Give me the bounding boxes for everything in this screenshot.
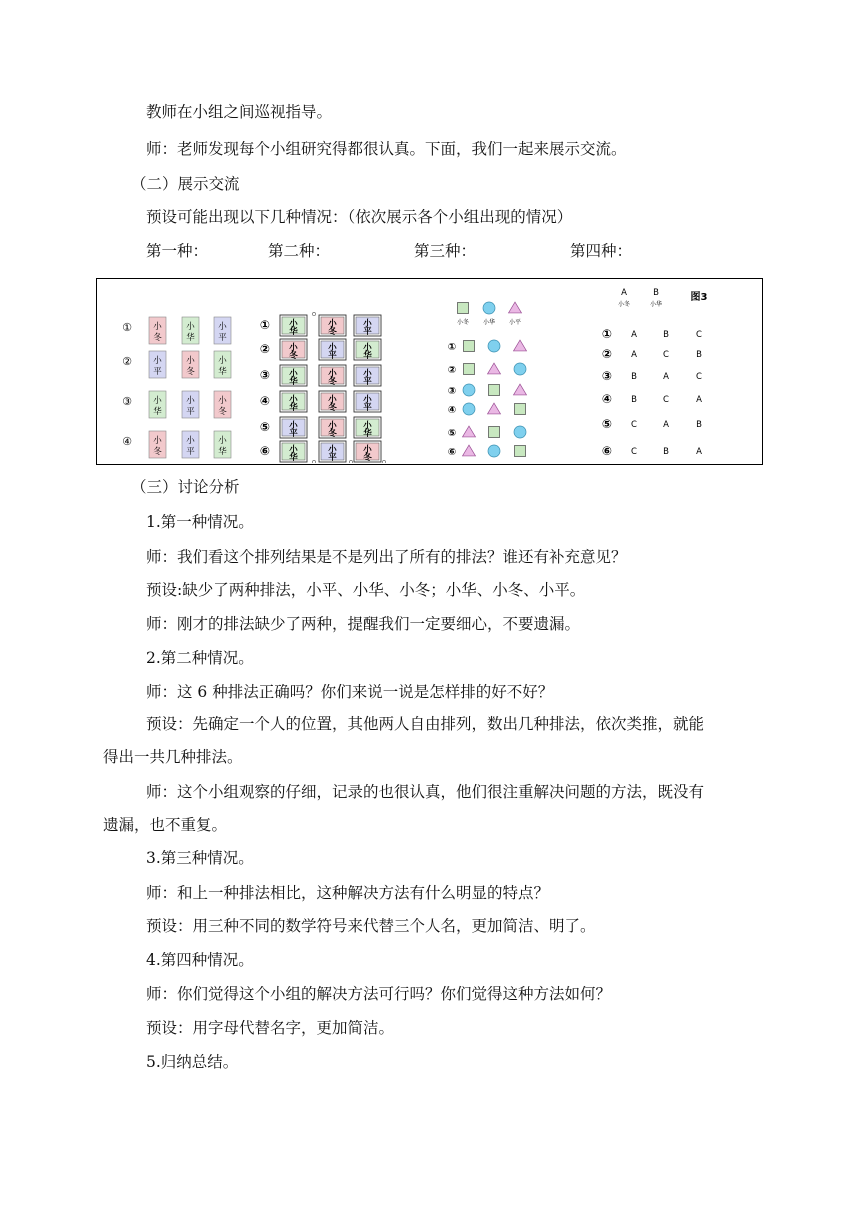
figure-svg	[97, 279, 761, 463]
name-card-char: 小	[153, 322, 162, 332]
name-card-char: 平	[186, 447, 195, 457]
row-number: ①	[601, 327, 613, 341]
circle-shape	[514, 363, 526, 375]
name-card-char: 小	[289, 319, 298, 329]
name-card-char: 平	[186, 407, 195, 417]
name-card-char: 小	[218, 436, 227, 446]
row-number: ①	[447, 342, 457, 353]
letter-cell: B	[663, 447, 669, 457]
name-card-char: 平	[328, 453, 337, 463]
name-card-char: 华	[363, 351, 372, 361]
paragraph: 2.第二种情况。	[146, 649, 254, 667]
paragraph: 教师在小组之间巡视指导。	[146, 103, 333, 121]
name-card-char: 小	[363, 395, 372, 405]
row-number: ③	[601, 369, 613, 383]
name-card-char: 平	[289, 429, 298, 439]
paragraph: 3.第三种情况。	[146, 849, 254, 867]
name-card-char: 小	[363, 319, 372, 329]
kind-label-3: 第三种：	[414, 242, 477, 260]
letter-cell: C	[663, 350, 669, 360]
row-number: ①	[259, 318, 271, 332]
letter-cell: A	[696, 395, 702, 405]
paragraph: 1.第一种情况。	[146, 513, 254, 531]
circle-shape	[488, 445, 500, 457]
circle-shape	[514, 426, 526, 438]
name-card-char: 冬	[328, 327, 337, 337]
name-card-char: 冬	[328, 377, 337, 387]
letter-cell: C	[631, 447, 637, 457]
name-card-char: 小	[363, 369, 372, 379]
name-card-char: 小	[153, 396, 162, 406]
paragraph: 师：和上一种排法相比，这种解决方法有什么明显的特点？	[146, 884, 550, 902]
letter-cell: A	[631, 330, 637, 340]
kind-label-2: 第二种：	[268, 242, 331, 260]
name-card-char: 小	[289, 421, 298, 431]
name-card-char: 冬	[289, 351, 298, 361]
paragraph: 师：这 6 种排法正确吗？你们来说一说是怎样排的好不好？	[146, 683, 554, 701]
square-shape	[489, 427, 500, 438]
row-number: ⑥	[259, 444, 271, 458]
letter-header: A	[621, 288, 627, 298]
letter-cell: C	[663, 395, 669, 405]
row-number: ⑤	[259, 420, 271, 434]
circle-shape	[488, 340, 500, 352]
figure-caption: 图3	[690, 292, 708, 303]
square-shape	[515, 446, 526, 457]
row-number: ②	[259, 342, 271, 356]
letter-cell: A	[696, 447, 702, 457]
name-card-char: 小	[328, 445, 337, 455]
name-card-char: 小	[363, 421, 372, 431]
row-number: ②	[122, 355, 132, 368]
shape-legend-label: 小华	[482, 319, 496, 326]
paragraph: 遗漏，也不重复。	[103, 816, 228, 834]
name-card-char: 小	[186, 356, 195, 366]
letter-cell: B	[631, 395, 637, 405]
letter-cell: C	[696, 372, 702, 382]
letter-header-name: 小冬	[617, 301, 631, 308]
paragraph: 预设：先确定一个人的位置，其他两人自由排列，数出几种排法，依次类推，就能	[146, 715, 705, 733]
paragraph: 4.第四种情况。	[146, 951, 254, 969]
name-card-char: 小	[289, 395, 298, 405]
square-shape	[464, 341, 475, 352]
name-card-char: 华	[153, 407, 162, 417]
name-card-char: 小	[153, 436, 162, 446]
selection-handle	[312, 312, 315, 315]
name-card-char: 华	[218, 447, 227, 457]
circle-shape	[463, 403, 475, 415]
triangle-shape	[509, 302, 522, 313]
name-card-char: 冬	[328, 429, 337, 439]
triangle-shape	[514, 340, 527, 351]
row-number: ⑤	[447, 428, 457, 439]
paragraph: 师：刚才的排法缺少了两种，提醒我们一定要细心，不要遗漏。	[146, 615, 581, 633]
paragraph: 预设:缺少了两种排法，小平、小华、小冬；小华、小冬、小平。	[146, 581, 586, 599]
name-card-char: 华	[289, 327, 298, 337]
letter-header: B	[653, 288, 659, 298]
circle-shape	[483, 302, 495, 314]
square-shape	[458, 303, 469, 314]
square-shape	[464, 364, 475, 375]
triangle-shape	[463, 445, 476, 456]
name-card-char: 小	[186, 322, 195, 332]
paragraph: 师：这个小组观察的仔细，记录的也很认真，他们很注重解决问题的方法，既没有	[146, 783, 705, 801]
name-card-char: 华	[363, 429, 372, 439]
name-card-char: 小	[289, 369, 298, 379]
name-card-char: 小	[218, 356, 227, 366]
name-card-char: 平	[328, 351, 337, 361]
name-card-char: 平	[218, 333, 227, 343]
name-card-char: 平	[363, 377, 372, 387]
row-number: ④	[447, 405, 457, 416]
row-number: ④	[601, 392, 613, 406]
letter-cell: B	[696, 420, 702, 430]
arrangement-figure	[96, 278, 763, 465]
triangle-shape	[463, 426, 476, 437]
row-number: ②	[601, 347, 613, 361]
name-card-char: 冬	[328, 403, 337, 413]
letter-header-name: 小华	[649, 301, 663, 308]
name-card-char: 小	[289, 445, 298, 455]
row-number: ④	[122, 435, 132, 448]
section-heading: （三）讨论分析	[131, 478, 240, 496]
row-number: ③	[447, 386, 457, 397]
paragraph: 预设可能出现以下几种情况：（依次展示各个小组出现的情况）	[146, 208, 573, 226]
name-card-char: 小	[289, 343, 298, 353]
name-card-char: 平	[363, 327, 372, 337]
name-card-char: 小	[218, 396, 227, 406]
name-card-char: 小	[363, 445, 372, 455]
selection-handle	[349, 460, 352, 463]
triangle-shape	[488, 403, 501, 414]
paragraph: 预设：用字母代替名字，更加简洁。	[146, 1019, 395, 1037]
row-number: ③	[259, 368, 271, 382]
name-card-char: 小	[328, 421, 337, 431]
row-number: ③	[122, 395, 132, 408]
selection-handle	[382, 460, 385, 463]
shape-legend-label: 小冬	[456, 319, 470, 326]
paragraph: 预设：用三种不同的数学符号来代替三个人名，更加简洁、明了。	[146, 917, 596, 935]
name-card-char: 冬	[186, 367, 195, 377]
square-shape	[515, 404, 526, 415]
name-card-char: 华	[186, 333, 195, 343]
name-card-char: 小	[363, 343, 372, 353]
name-card-char: 平	[153, 367, 162, 377]
letter-cell: B	[696, 350, 702, 360]
letter-cell: A	[663, 420, 669, 430]
circle-shape	[463, 384, 475, 396]
name-card-char: 冬	[218, 407, 227, 417]
name-card-char: 小	[328, 343, 337, 353]
name-card-char: 小	[153, 356, 162, 366]
paragraph: 师：你们觉得这个小组的解决方法可行吗？你们觉得这种方法如何？	[146, 985, 612, 1003]
row-number: ②	[447, 365, 457, 376]
triangle-shape	[488, 363, 501, 374]
letter-cell: C	[696, 330, 702, 340]
kind-label-1: 第一种：	[146, 242, 209, 260]
kind-label-4: 第四种：	[570, 242, 633, 260]
row-number: ⑤	[601, 417, 613, 431]
paragraph: 5.归纳总结。	[146, 1053, 239, 1071]
name-card-char: 华	[218, 367, 227, 377]
selection-handle	[312, 460, 315, 463]
name-card-char: 华	[289, 453, 298, 463]
name-card-char: 小	[186, 436, 195, 446]
row-number: ⑥	[601, 444, 613, 458]
square-shape	[489, 385, 500, 396]
name-card-char: 冬	[153, 333, 162, 343]
letter-cell: A	[631, 350, 637, 360]
name-card-char: 小	[328, 369, 337, 379]
letter-cell: C	[631, 420, 637, 430]
name-card-char: 冬	[363, 453, 372, 463]
name-card-char: 小	[186, 396, 195, 406]
name-card-char: 华	[289, 377, 298, 387]
letter-cell: B	[663, 330, 669, 340]
name-card-char: 华	[289, 403, 298, 413]
name-card-char: 小	[218, 322, 227, 332]
row-number: ④	[259, 394, 271, 408]
letter-cell: B	[631, 372, 637, 382]
name-card-char: 平	[363, 403, 372, 413]
letter-cell: A	[663, 372, 669, 382]
triangle-shape	[514, 384, 527, 395]
paragraph: 师：老师发现每个小组研究得都很认真。下面，我们一起来展示交流。	[146, 140, 627, 158]
row-number: ⑥	[447, 447, 457, 458]
paragraph: 得出一共几种排法。	[103, 748, 243, 766]
section-heading: （二）展示交流	[131, 175, 240, 193]
row-number: ①	[122, 321, 132, 334]
name-card-char: 小	[328, 395, 337, 405]
shape-legend-label: 小平	[508, 319, 522, 326]
name-card-char: 小	[328, 319, 337, 329]
paragraph: 师：我们看这个排列结果是不是列出了所有的排法？谁还有补充意见？	[146, 548, 627, 566]
name-card-char: 冬	[153, 447, 162, 457]
